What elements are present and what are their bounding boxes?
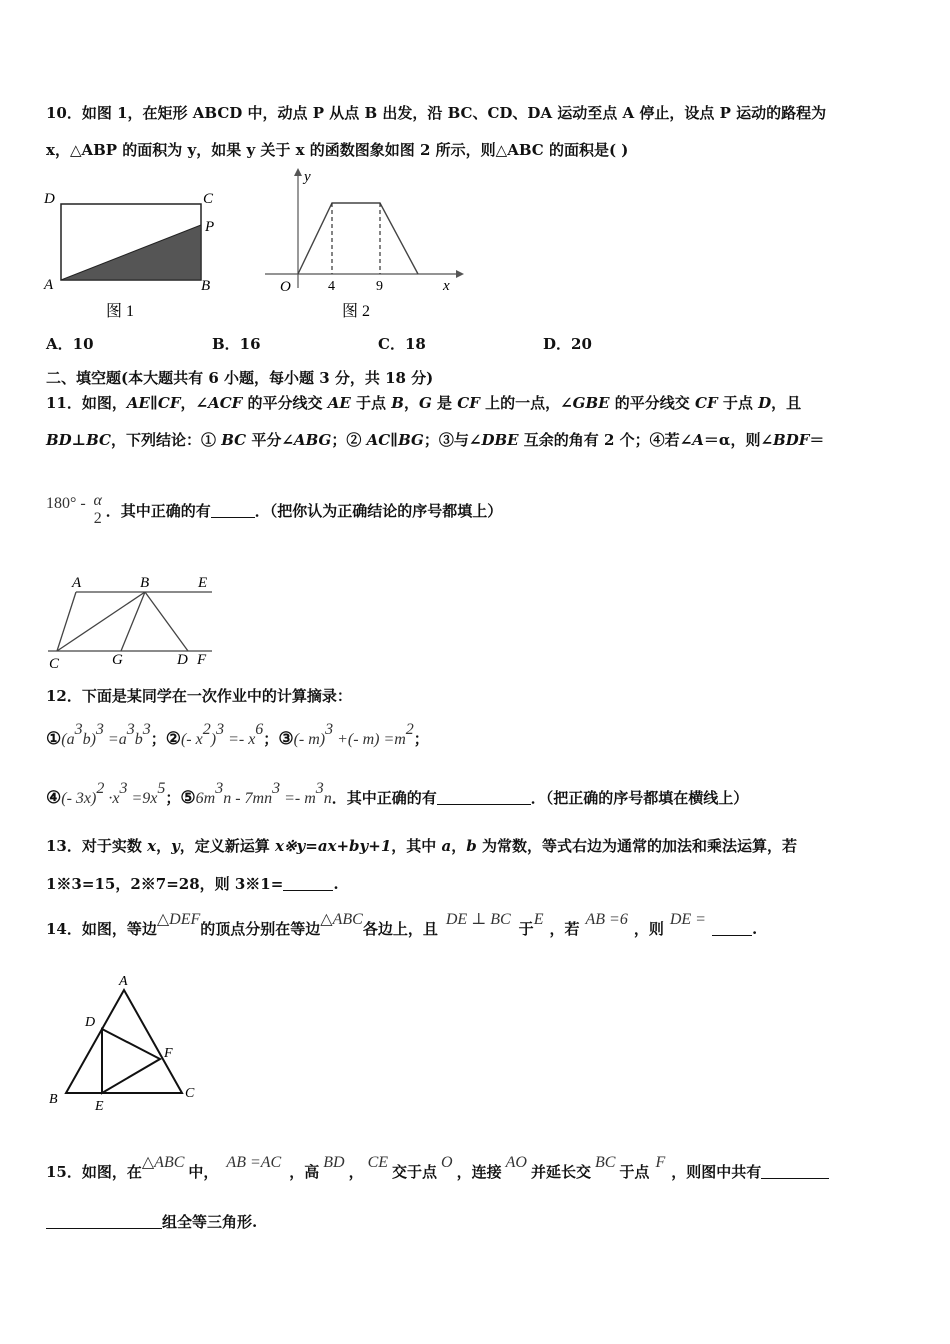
- q15-answer-blank-1[interactable]: [761, 1164, 829, 1179]
- label-A: A: [44, 277, 54, 293]
- q12-intro: 12．下面是某同学在一次作业中的计算摘录：: [46, 687, 352, 705]
- option-b: B．16: [212, 335, 261, 353]
- label-A: A: [119, 974, 128, 989]
- label-E: E: [95, 1099, 104, 1114]
- q15-line1: 15．如图，在△ABC中，AB =AC，高BD，CE交于点O，连接AO并延长交BC于点F，则图中共有: [46, 1161, 829, 1182]
- q15-line2: 组全等三角形.: [46, 1211, 257, 1232]
- label-B: B: [201, 278, 211, 294]
- origin-label: O: [280, 279, 291, 295]
- section-header: 二、填空题(本大题共有 6 小题，每小题 3 分，共 18 分): [46, 369, 434, 387]
- caption-fig1: 图 1: [106, 303, 135, 320]
- label-C: C: [49, 656, 60, 672]
- tick-9: 9: [376, 279, 383, 294]
- label-B: B: [49, 1092, 58, 1107]
- label-E: E: [198, 575, 208, 591]
- q12-line2: ④(- 3x)2 ·x3 =9x5；⑤6m3n - 7mn3 =- m3n．其中正确的有 ．（把正确的序号都填在横线上）: [46, 780, 749, 808]
- label-D: D: [177, 652, 188, 668]
- label-F: F: [164, 1046, 173, 1061]
- label-G: G: [112, 652, 123, 668]
- option-c: C．18: [378, 335, 426, 353]
- label-F: F: [197, 652, 207, 668]
- option-a: A．10: [46, 335, 94, 353]
- label-C: C: [203, 191, 214, 207]
- q12-line1: ①(a3b)3 =a3b3；②(- x2)3 =- x6；③(- m)3 +(- m) =m2；: [46, 721, 429, 749]
- q13-line1: 13．对于实数 x，y，定义新运算 x※y=ax+by+1，其中 a，b 为常数，等式右边为通常的加法和乘法运算，若: [46, 837, 797, 855]
- q12-answer-blank[interactable]: [437, 790, 531, 805]
- q14-answer-blank[interactable]: [712, 921, 752, 936]
- axis-label-y: y: [304, 169, 311, 185]
- label-D: D: [85, 1015, 96, 1030]
- q11-line3: 180° - α 2 ．其中正确的有 ．（把你认为正确结论的序号都填上）: [46, 492, 503, 527]
- label-A: A: [72, 575, 82, 591]
- q14-figure: [40, 968, 210, 1118]
- caption-fig2: 图 2: [342, 303, 371, 320]
- label-B: B: [140, 575, 150, 591]
- q11-line1: 11．如图，AE∥CF，∠ACF 的平分线交 AE 于点 B，G 是 CF 上的一点，∠GBE 的平分线交 CF 于点 D，且: [46, 394, 802, 412]
- q10-figure1: [40, 185, 230, 325]
- q13-line2: 1※3=15，2※7=28，则 3※1= .: [46, 875, 339, 893]
- label-D: D: [44, 191, 55, 207]
- q11-figure: [40, 570, 220, 675]
- q10-figure2: [260, 166, 465, 326]
- label-P: P: [205, 219, 215, 235]
- q15-answer-blank-2[interactable]: [46, 1214, 162, 1229]
- shaded-triangle-abp: [61, 225, 201, 280]
- q10-line1: 10．如图 1，在矩形 ABCD 中，动点 P 从点 B 出发，沿 BC、CD、DA 运动至点 A 停止，设点 P 运动的路程为: [46, 104, 827, 122]
- q11-line2: BD⊥BC，下列结论：① BC 平分∠ABG；② AC∥BG；③与∠DBE 互余的角有 2 个；④若∠A＝α，则∠BDF＝: [46, 431, 825, 449]
- axis-label-x: x: [443, 278, 450, 294]
- tick-4: 4: [328, 279, 335, 294]
- q10-line2: x，△ABP 的面积为 y，如果 y 关于 x 的函数图象如图 2 所示，则△ABC 的面积是( ): [46, 141, 629, 159]
- q13-answer-blank[interactable]: [283, 876, 333, 891]
- q14-line: 14．如图，等边△DEF的顶点分别在等边△ABC各边上，且DE ⊥ BC于E，若AB =6，则DE =.: [46, 911, 758, 938]
- function-graph: [298, 203, 418, 274]
- option-d: D．20: [543, 335, 592, 353]
- q11-answer-blank[interactable]: [211, 503, 255, 518]
- label-C: C: [185, 1086, 195, 1101]
